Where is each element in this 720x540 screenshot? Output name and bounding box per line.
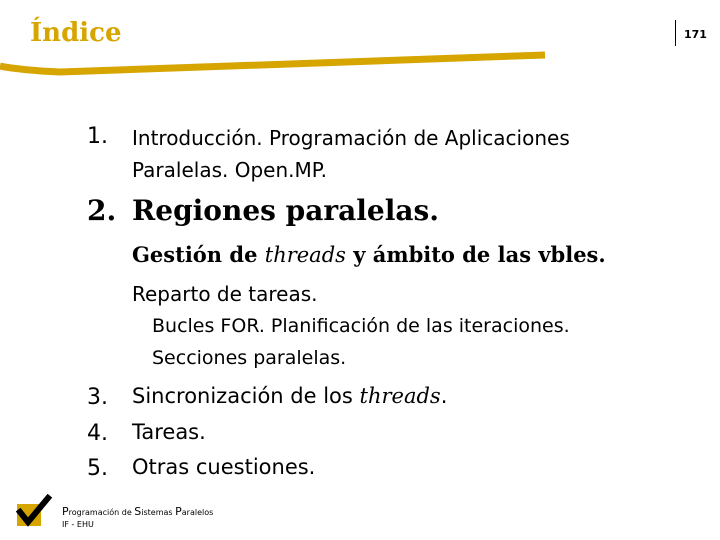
item-4-text: Tareas. xyxy=(132,420,206,444)
item-4-number: 4. xyxy=(87,421,108,446)
item-5-text: Otras cuestiones. xyxy=(132,455,316,479)
title-underline-stroke xyxy=(0,55,545,72)
item-2-text: Regiones paralelas. xyxy=(132,194,440,227)
sub-gestion-post: y ámbito de las vbles. xyxy=(345,242,606,267)
footer-course-name xyxy=(62,505,213,518)
checkmark-logo-icon xyxy=(14,494,54,530)
item-2-number: 2. xyxy=(87,194,117,227)
footer-de: de xyxy=(121,508,135,517)
footer-p1-rest: rogramación xyxy=(68,508,122,517)
footer-p1-cap: P xyxy=(62,505,69,518)
item-3-post: . xyxy=(440,384,448,408)
item-2-sub-reparto: Reparto de tareas. xyxy=(132,282,318,306)
item-2-sub-secciones: Secciones paralelas. xyxy=(152,347,347,369)
page-number-divider xyxy=(675,20,676,46)
item-2-sub-bucles: Bucles FOR. Planificación de las iteraciones. xyxy=(152,315,570,337)
footer-s-rest: istemas xyxy=(141,508,176,517)
footer-s-cap: S xyxy=(134,505,142,518)
item-3-number: 3. xyxy=(87,385,108,410)
title-underline xyxy=(0,0,720,90)
item-2-sub-gestion xyxy=(132,242,606,267)
item-5-number: 5. xyxy=(87,456,108,481)
footer-p2-rest: aralelos xyxy=(181,508,214,517)
page-title: Índice xyxy=(30,18,122,48)
sub-gestion-pre: Gestión de xyxy=(132,242,265,267)
item-1-number: 1. xyxy=(87,124,108,149)
item-1-line2: Paralelas. Open.MP. xyxy=(132,158,328,182)
item-3-pre: Sincronización de los xyxy=(132,384,360,408)
page-number: 171 xyxy=(684,28,707,41)
item-3-italic: threads xyxy=(359,384,441,408)
item-3-text xyxy=(132,384,447,408)
footer-institution: IF - EHU xyxy=(62,520,94,529)
footer-p2-cap: P xyxy=(175,505,182,518)
sub-gestion-italic: threads xyxy=(264,243,346,267)
item-1-line1: Introducción. Programación de Aplicaciones xyxy=(132,126,570,150)
